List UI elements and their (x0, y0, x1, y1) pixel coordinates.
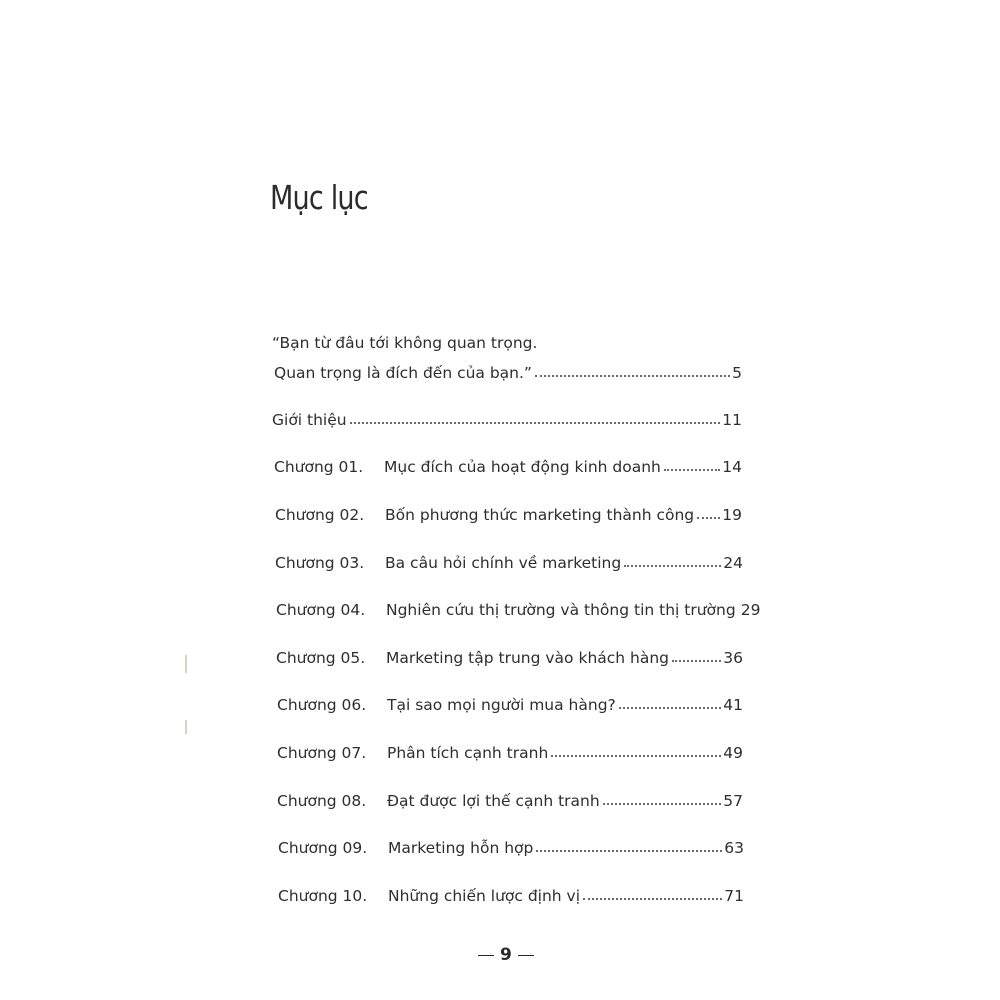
folio-number: 9 (500, 945, 512, 965)
paper-speck (185, 720, 187, 734)
folio-dash-left (478, 955, 494, 956)
chapter-number: Chương 04. (276, 601, 366, 619)
toc-entry-intro-quote (274, 360, 742, 382)
dot-leader (697, 517, 720, 519)
chapter-number: Chương 10. (278, 887, 368, 905)
page-number: 11 (722, 411, 742, 429)
chapter-title: Những chiến lược định vị (388, 887, 581, 905)
dot-leader (672, 660, 721, 662)
toc-intro-quote-line1 (272, 330, 742, 352)
chapter-number: Chương 08. (277, 792, 367, 810)
page-number: 57 (723, 792, 743, 810)
chapter-number: Chương 06. (277, 696, 367, 714)
dot-leader (350, 422, 721, 424)
intro-quote-line1: “Bạn từ đâu tới không quan trọng. (272, 334, 538, 352)
page-number: 19 (722, 506, 742, 524)
page-number: 14 (722, 458, 742, 476)
toc-entry-chapter (275, 550, 743, 572)
toc-entry-chapter (274, 454, 742, 476)
chapter-number: Chương 07. (277, 744, 367, 762)
chapter-title: Marketing tập trung vào khách hàng (386, 649, 670, 667)
dot-leader (664, 469, 720, 471)
page-folio (478, 945, 534, 965)
dot-leader (551, 755, 721, 757)
page-number: 29 (740, 601, 761, 619)
page-number: 41 (723, 696, 743, 714)
chapter-number: Chương 02. (275, 506, 365, 524)
chapter-title: Tại sao mọi người mua hàng? (387, 696, 616, 714)
page-number: 49 (723, 744, 743, 762)
toc-entry-chapter (276, 597, 761, 619)
dot-leader (583, 898, 722, 900)
toc-entry-chapter (275, 502, 742, 524)
dot-leader (619, 707, 722, 709)
chapter-number: Chương 01. (274, 458, 364, 476)
toc-entry-chapter (277, 692, 743, 714)
introduction-label: Giới thiệu (272, 411, 347, 429)
page-number: 36 (723, 649, 743, 667)
page-number: 71 (724, 887, 744, 905)
toc-entry-chapter (277, 788, 743, 810)
chapter-number: Chương 03. (275, 554, 365, 572)
toc-entry-chapter (276, 645, 743, 667)
chapter-title: Bốn phương thức marketing thành công (385, 506, 695, 524)
page-title: Mục lục (270, 178, 368, 217)
folio-dash-right (518, 955, 534, 956)
chapter-title: Đạt được lợi thế cạnh tranh (387, 792, 600, 810)
page-number: 5 (732, 364, 742, 382)
chapter-title: Phân tích cạnh tranh (387, 744, 549, 762)
paper-speck (185, 655, 187, 673)
chapter-number: Chương 05. (276, 649, 366, 667)
dot-leader (624, 565, 721, 567)
toc-entry-chapter (277, 740, 743, 762)
page-number: 63 (724, 839, 744, 857)
chapter-number: Chương 09. (278, 839, 368, 857)
page-number: 24 (723, 554, 743, 572)
dot-leader (536, 850, 722, 852)
dot-leader (535, 375, 730, 377)
toc-entry-chapter (278, 835, 744, 857)
chapter-title: Ba câu hỏi chính về marketing (385, 554, 622, 572)
intro-quote-line2: Quan trọng là đích đến của bạn.” (274, 364, 532, 382)
chapter-title: Mục đích của hoạt động kinh doanh (384, 458, 661, 476)
toc-entry-chapter (278, 883, 744, 905)
toc-entry-introduction (272, 407, 742, 429)
dot-leader (603, 803, 722, 805)
chapter-title: Nghiên cứu thị trường và thông tin thị trường (386, 601, 736, 619)
chapter-title: Marketing hỗn hợp (388, 839, 534, 857)
